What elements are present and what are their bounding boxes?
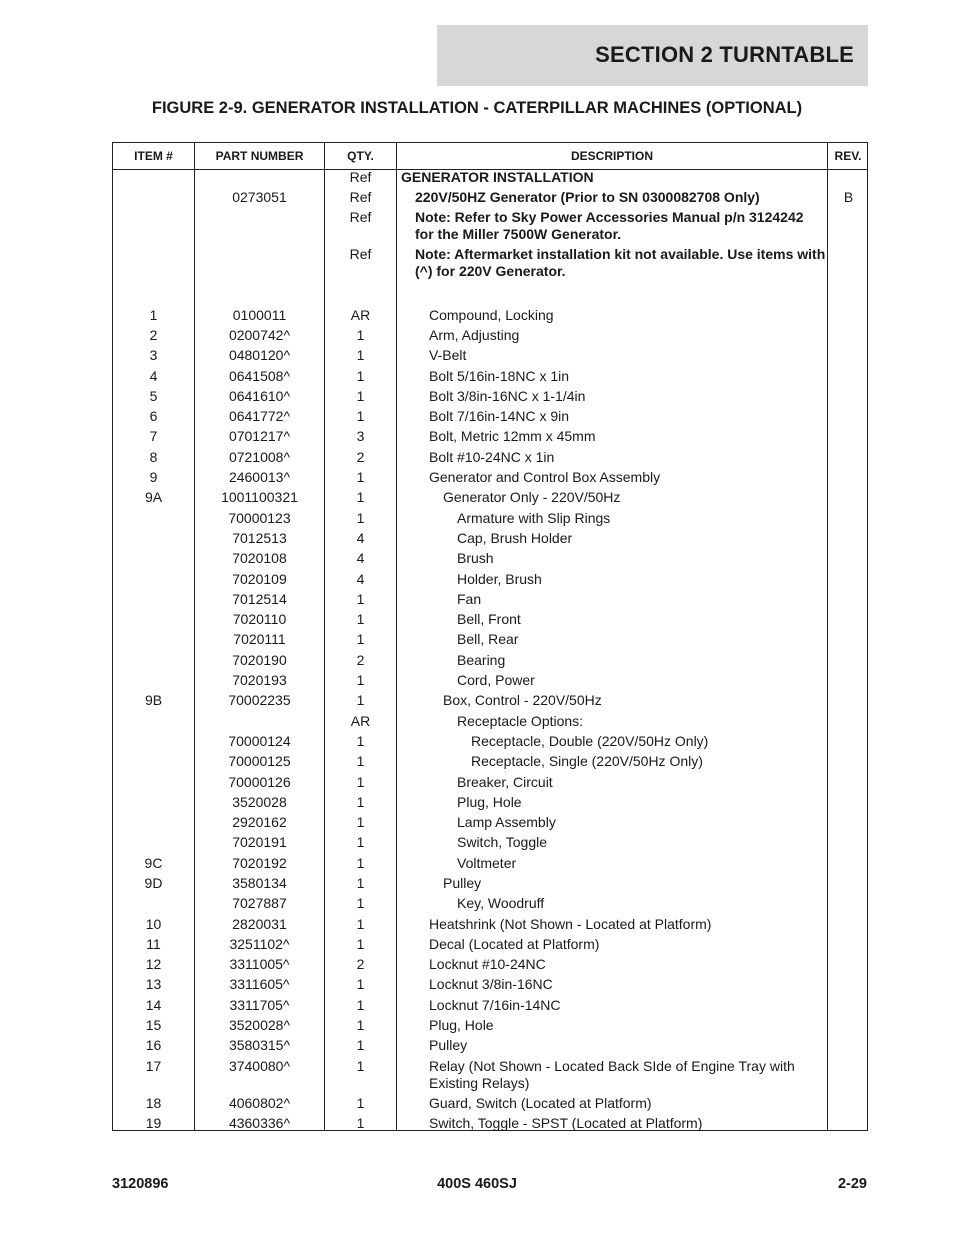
rev-cell: B bbox=[843, 188, 854, 205]
description-cell: Brush bbox=[457, 550, 494, 567]
part-number-cell: 3580134 bbox=[232, 875, 287, 891]
qty-cell: 1 bbox=[356, 753, 365, 770]
qty-cell: 1 bbox=[356, 489, 365, 506]
footer-doc-number: 3120896 bbox=[112, 1176, 169, 1192]
qty-cell: 1 bbox=[356, 1094, 365, 1111]
item-cell: 9D bbox=[144, 875, 163, 891]
table-row bbox=[113, 672, 867, 692]
item-cell: 9B bbox=[144, 692, 163, 709]
qty-cell: 2 bbox=[356, 651, 365, 668]
table-row bbox=[113, 834, 867, 854]
description-cell: Key, Woodruff bbox=[457, 895, 545, 912]
part-number-cell: 3311705^ bbox=[229, 996, 290, 1013]
description-cell: Pulley bbox=[429, 1037, 468, 1054]
qty-cell: 1 bbox=[356, 387, 365, 404]
description-cell: Bolt #10-24NC x 1in bbox=[429, 448, 555, 465]
item-cell: 3 bbox=[149, 347, 158, 364]
table-row bbox=[113, 510, 867, 530]
table-row bbox=[113, 408, 867, 428]
qty-cell: 1 bbox=[356, 895, 365, 912]
part-number-cell: 70000124 bbox=[228, 732, 291, 749]
part-number-cell: 0721008^ bbox=[228, 448, 291, 465]
description-cell: Breaker, Circuit bbox=[457, 773, 553, 790]
qty-cell: Ref bbox=[349, 209, 372, 226]
part-number-cell: 2920162 bbox=[232, 814, 287, 831]
part-number-cell: 7012513 bbox=[232, 529, 287, 546]
part-number-cell: 4060802^ bbox=[228, 1094, 291, 1111]
item-cell: 2 bbox=[149, 326, 158, 343]
column-header-item: ITEM # bbox=[134, 149, 173, 163]
column-header-qty: QTY. bbox=[347, 149, 374, 163]
description-cell: Voltmeter bbox=[457, 854, 517, 871]
qty-cell: 2 bbox=[356, 956, 365, 973]
table-row bbox=[113, 1058, 867, 1095]
qty-cell: 1 bbox=[356, 692, 365, 709]
qty-cell: 1 bbox=[356, 875, 365, 891]
table-row bbox=[113, 550, 867, 570]
table-row bbox=[113, 997, 867, 1017]
table-row bbox=[113, 855, 867, 875]
qty-cell: 1 bbox=[356, 611, 365, 628]
part-number-cell: 7020190 bbox=[232, 651, 287, 668]
table-row bbox=[113, 571, 867, 591]
description-cell: Generator Only - 220V/50Hz bbox=[443, 489, 621, 506]
item-cell: 9C bbox=[144, 854, 163, 871]
item-cell: 8 bbox=[149, 448, 158, 465]
part-number-cell: 3520028 bbox=[232, 793, 287, 810]
part-number-cell: 7020109 bbox=[232, 570, 287, 587]
qty-cell: 1 bbox=[356, 509, 365, 526]
description-cell: GENERATOR INSTALLATION bbox=[401, 168, 594, 185]
item-cell: 5 bbox=[149, 387, 158, 404]
description-cell: Plug, Hole bbox=[429, 1017, 494, 1034]
part-number-cell: 7020192 bbox=[232, 854, 287, 871]
part-number-cell: 4360336^ bbox=[228, 1115, 291, 1132]
qty-cell: 3 bbox=[356, 428, 365, 445]
qty-cell: 1 bbox=[356, 1115, 365, 1132]
description-cell: Receptacle Options: bbox=[457, 712, 584, 729]
table-row bbox=[113, 246, 867, 283]
description-cell: Box, Control - 220V/50Hz bbox=[443, 692, 602, 709]
part-number-cell: 0641508^ bbox=[228, 367, 291, 384]
description-cell: Bolt 7/16in-14NC x 9in bbox=[429, 408, 570, 425]
part-number-cell: 2820031 bbox=[232, 915, 287, 932]
qty-cell: 1 bbox=[356, 1017, 365, 1034]
qty-cell: 1 bbox=[356, 347, 365, 364]
qty-cell: 1 bbox=[356, 631, 365, 648]
figure-title: FIGURE 2-9. GENERATOR INSTALLATION - CATERPILLAR MACHINES (OPTIONAL) bbox=[151, 99, 803, 117]
item-cell: 12 bbox=[145, 956, 162, 973]
part-number-cell: 3251102^ bbox=[229, 935, 290, 952]
table-row bbox=[113, 956, 867, 976]
description-cell: Fan bbox=[457, 590, 482, 607]
qty-cell: AR bbox=[350, 306, 371, 323]
part-number-cell: 7012514 bbox=[232, 590, 287, 607]
qty-cell: 1 bbox=[356, 996, 365, 1013]
part-number-cell: 0273051 bbox=[232, 188, 287, 205]
description-cell: Note: Aftermarket installation kit not available. Use items with (^) for 220V Generator. bbox=[415, 246, 826, 280]
table-row bbox=[113, 794, 867, 814]
description-cell: Generator and Control Box Assembly bbox=[429, 469, 661, 486]
description-cell: 220V/50HZ Generator (Prior to SN 0300082708 Only) bbox=[415, 188, 760, 205]
description-cell: Bolt 3/8in-16NC x 1-1/4in bbox=[429, 387, 586, 404]
table-row bbox=[113, 733, 867, 753]
qty-cell: 1 bbox=[356, 1057, 365, 1074]
description-cell: Decal (Located at Platform) bbox=[429, 935, 600, 952]
table-row bbox=[113, 774, 867, 794]
table-row bbox=[113, 692, 867, 712]
table-row bbox=[113, 530, 867, 550]
table-row bbox=[113, 916, 867, 936]
qty-cell: 1 bbox=[356, 590, 365, 607]
qty-cell: 1 bbox=[356, 773, 365, 790]
item-cell: 17 bbox=[145, 1057, 162, 1074]
item-cell: 13 bbox=[145, 976, 162, 993]
item-cell: 7 bbox=[149, 428, 158, 445]
qty-cell: 1 bbox=[356, 834, 365, 851]
part-number-cell: 70000123 bbox=[228, 509, 291, 526]
description-cell: Cap, Brush Holder bbox=[457, 529, 573, 546]
table-row bbox=[113, 327, 867, 347]
part-number-cell: 0480120^ bbox=[228, 347, 291, 364]
qty-cell: 4 bbox=[356, 550, 365, 567]
description-cell: Compound, Locking bbox=[429, 306, 554, 323]
table-row bbox=[113, 169, 867, 189]
item-cell: 18 bbox=[145, 1094, 162, 1111]
table-row bbox=[113, 489, 867, 509]
qty-cell: 1 bbox=[356, 935, 365, 952]
column-header-rev: REV. bbox=[834, 149, 862, 163]
description-cell: Note: Refer to Sky Power Accessories Manual p/n 3124242 for the Miller 7500W Generator. bbox=[415, 209, 804, 243]
qty-cell: 1 bbox=[356, 326, 365, 343]
section-title: SECTION 2 TURNTABLE bbox=[595, 42, 854, 67]
table-row bbox=[113, 976, 867, 996]
description-cell: Cord, Power bbox=[457, 672, 535, 689]
qty-cell: 1 bbox=[356, 408, 365, 425]
qty-cell: 1 bbox=[356, 854, 365, 871]
table-row bbox=[113, 814, 867, 834]
section-header-band bbox=[437, 25, 868, 86]
part-number-cell: 2460013^ bbox=[228, 469, 291, 486]
table-row bbox=[113, 1037, 867, 1057]
qty-cell: 1 bbox=[356, 672, 365, 689]
part-number-cell: 3580315^ bbox=[228, 1037, 291, 1054]
qty-cell: Ref bbox=[349, 188, 372, 205]
part-number-cell: 7020108 bbox=[232, 550, 287, 567]
description-cell: Locknut 7/16in-14NC bbox=[429, 996, 561, 1013]
description-cell: Heatshrink (Not Shown - Located at Platform) bbox=[429, 915, 712, 932]
table-row bbox=[113, 1017, 867, 1037]
description-cell: Locknut 3/8in-16NC bbox=[429, 976, 553, 993]
table-row bbox=[113, 753, 867, 773]
description-cell: Bolt, Metric 12mm x 45mm bbox=[429, 428, 596, 445]
table-row bbox=[113, 1095, 867, 1115]
table-row bbox=[113, 368, 867, 388]
part-number-cell: 1001100321 bbox=[221, 489, 298, 506]
description-cell: Pulley bbox=[443, 875, 482, 891]
footer-model: 400S 460SJ bbox=[437, 1176, 517, 1192]
item-cell: 4 bbox=[149, 367, 158, 384]
description-cell: Receptacle, Double (220V/50Hz Only) bbox=[471, 732, 709, 749]
qty-cell: 1 bbox=[356, 915, 365, 932]
column-header-part-number: PART NUMBER bbox=[215, 149, 304, 163]
description-cell: Bearing bbox=[457, 651, 506, 668]
part-number-cell: 3520028^ bbox=[228, 1017, 291, 1034]
table-row bbox=[113, 388, 867, 408]
qty-cell: AR bbox=[350, 712, 371, 729]
qty-cell: 1 bbox=[356, 367, 365, 384]
table-row bbox=[113, 209, 867, 246]
qty-cell: 1 bbox=[356, 469, 365, 486]
item-cell: 9A bbox=[144, 489, 163, 506]
table-row bbox=[113, 307, 867, 327]
description-cell: Bell, Front bbox=[457, 611, 521, 628]
table-row bbox=[113, 895, 867, 915]
table-row bbox=[113, 631, 867, 651]
footer-page-number: 2-29 bbox=[837, 1176, 867, 1192]
item-cell: 6 bbox=[149, 408, 158, 425]
table-row bbox=[113, 469, 867, 489]
item-cell: 11 bbox=[146, 935, 161, 952]
description-cell: Plug, Hole bbox=[457, 793, 522, 810]
item-cell: 1 bbox=[149, 306, 158, 323]
table-row bbox=[113, 591, 867, 611]
table-row bbox=[113, 936, 867, 956]
table-row bbox=[113, 1115, 867, 1135]
item-cell: 16 bbox=[145, 1037, 162, 1054]
part-number-cell: 0200742^ bbox=[228, 326, 291, 343]
description-cell: Switch, Toggle bbox=[457, 834, 548, 851]
part-number-cell: 0701217^ bbox=[228, 428, 291, 445]
table-row bbox=[113, 611, 867, 631]
parts-table bbox=[112, 142, 868, 1131]
description-cell: Holder, Brush bbox=[457, 570, 542, 587]
part-number-cell: 7020193 bbox=[232, 672, 287, 689]
part-number-cell: 0641610^ bbox=[228, 387, 291, 404]
part-number-cell: 70000125 bbox=[228, 753, 291, 770]
part-number-cell: 7020111 bbox=[233, 631, 286, 648]
part-number-cell: 70000126 bbox=[228, 773, 291, 790]
qty-cell: 1 bbox=[356, 793, 365, 810]
table-row bbox=[113, 875, 867, 895]
description-cell: Switch, Toggle - SPST (Located at Platform) bbox=[429, 1115, 703, 1132]
item-cell: 9 bbox=[149, 469, 158, 486]
part-number-cell: 3311005^ bbox=[229, 956, 290, 973]
part-number-cell: 3311605^ bbox=[229, 976, 290, 993]
table-row bbox=[113, 652, 867, 672]
qty-cell: 2 bbox=[356, 448, 365, 465]
part-number-cell: 0641772^ bbox=[228, 408, 291, 425]
table-row bbox=[113, 347, 867, 367]
item-cell: 10 bbox=[145, 915, 162, 932]
description-cell: Relay (Not Shown - Located Back SIde of Engine Tray with Existing Relays) bbox=[429, 1057, 795, 1091]
part-number-cell: 7027887 bbox=[232, 895, 287, 912]
qty-cell: 1 bbox=[356, 732, 365, 749]
description-cell: Bell, Rear bbox=[457, 631, 519, 648]
qty-cell: Ref bbox=[349, 168, 372, 185]
qty-cell: 1 bbox=[356, 976, 365, 993]
item-cell: 15 bbox=[145, 1017, 162, 1034]
part-number-cell: 7020191 bbox=[232, 834, 287, 851]
description-cell: Locknut #10-24NC bbox=[429, 956, 546, 973]
description-cell: V-Belt bbox=[429, 347, 467, 364]
table-row bbox=[113, 449, 867, 469]
qty-cell: 4 bbox=[356, 529, 365, 546]
part-number-cell: 0100011 bbox=[232, 306, 287, 323]
table-row bbox=[113, 428, 867, 448]
qty-cell: 1 bbox=[356, 814, 365, 831]
description-cell: Lamp Assembly bbox=[457, 814, 556, 831]
item-cell: 14 bbox=[145, 996, 162, 1013]
description-cell: Receptacle, Single (220V/50Hz Only) bbox=[471, 753, 703, 770]
description-cell: Guard, Switch (Located at Platform) bbox=[429, 1094, 652, 1111]
description-cell: Bolt 5/16in-18NC x 1in bbox=[429, 367, 570, 384]
description-cell: Armature with Slip Rings bbox=[457, 509, 611, 526]
qty-cell: Ref bbox=[349, 246, 372, 263]
qty-cell: 4 bbox=[356, 570, 365, 587]
qty-cell: 1 bbox=[356, 1037, 365, 1054]
table-row bbox=[113, 713, 867, 733]
table-body bbox=[113, 169, 867, 1136]
part-number-cell: 7020110 bbox=[232, 611, 287, 628]
column-header-description: DESCRIPTION bbox=[570, 149, 653, 163]
item-cell: 19 bbox=[145, 1115, 162, 1132]
description-cell: Arm, Adjusting bbox=[429, 326, 520, 343]
part-number-cell: 3740080^ bbox=[228, 1057, 291, 1074]
part-number-cell: 70002235 bbox=[228, 692, 291, 709]
table-row bbox=[113, 189, 867, 209]
